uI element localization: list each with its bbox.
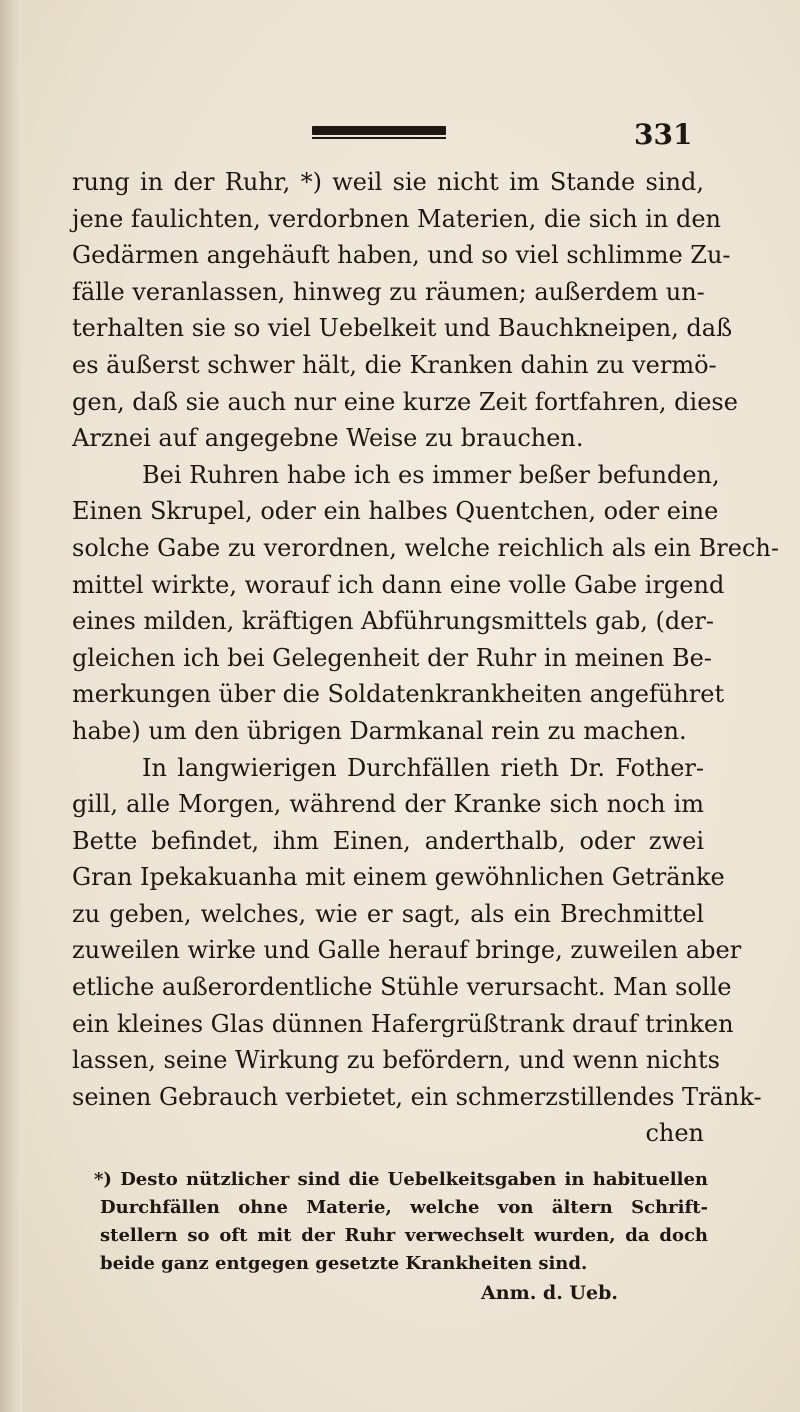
- text-line: es äußerst schwer hält, die Kranken dahin zu vermö-: [72, 350, 717, 379]
- text-line: zu geben, welches, wie er sagt, als ein Brechmittel: [72, 899, 704, 928]
- text-line: etliche außerordentliche Stühle verursacht. Man solle: [72, 973, 732, 1002]
- text-line: lassen, seine Wirkung zu befördern, und wenn nichts: [72, 1046, 720, 1075]
- text-line: jene faulichten, verdorbnen Materien, die sich in den: [72, 204, 721, 233]
- text-line: Arznei auf angegebne Weise zu brauchen.: [72, 424, 584, 453]
- page-number: 331: [634, 118, 693, 151]
- text-line: merkungen über die Soldatenkrankheiten angeführet: [72, 680, 725, 709]
- footnote-line: stellern so oft mit der Ruhr verwechselt wurden, da doch: [100, 1225, 708, 1246]
- text-line: gill, alle Morgen, während der Kranke sich noch im: [72, 790, 704, 819]
- footnote-line: Durchfällen ohne Materie, welche von ältern Schrift-: [100, 1197, 708, 1218]
- text-line: gen, daß sie auch nur eine kurze Zeit fortfahren, diese: [72, 387, 738, 416]
- body-text: [72, 164, 779, 1152]
- text-line: Gedärmen angehäuft haben, und so viel schlimme Zu-: [72, 241, 731, 270]
- text-line: Bei Ruhren habe ich es immer beßer befunden,: [142, 460, 720, 489]
- text-line: Gran Ipekakuanha mit einem gewöhnlichen Getränke: [72, 863, 725, 892]
- footnote-line: *) Desto nützlicher sind die Uebelkeitsgaben in habituellen: [94, 1169, 708, 1190]
- text-line: In langwierigen Durchfällen rieth Dr. Fother-: [142, 753, 704, 782]
- footnote: [94, 1166, 708, 1308]
- text-line: solche Gabe zu verordnen, welche reichlich als ein Brech-: [72, 533, 779, 562]
- text-line: rung in der Ruhr, *) weil sie nicht im Stande sind,: [72, 168, 704, 196]
- text-line: ein kleines Glas dünnen Hafergrüßtrank drauf trinken: [72, 1009, 734, 1038]
- footnote-line: beide ganz entgegen gesetzte Krankheiten sind.: [100, 1253, 588, 1274]
- book-page: [22, 0, 800, 1412]
- text-line: habe) um den übrigen Darmkanal rein zu machen.: [72, 716, 687, 745]
- text-line: fälle veranlassen, hinweg zu räumen; außerdem un-: [72, 277, 705, 306]
- text-line: Einen Skrupel, oder ein halbes Quentchen, oder eine: [72, 497, 719, 526]
- text-line: eines milden, kräftigen Abführungsmittels gab, (der-: [72, 607, 714, 636]
- header-rule: [312, 126, 446, 135]
- footnote-signature: Anm. d. Ueb.: [481, 1282, 618, 1304]
- catchword: chen: [645, 1119, 704, 1148]
- page-gutter: [0, 0, 22, 1412]
- text-line: Bette befindet, ihm Einen, anderthalb, oder zwei: [72, 826, 704, 855]
- text-line: gleichen ich bei Gelegenheit der Ruhr in meinen Be-: [72, 643, 712, 672]
- text-line: mittel wirkte, worauf ich dann eine volle Gabe irgend: [72, 570, 725, 599]
- text-line: terhalten sie so viel Uebelkeit und Bauchkneipen, daß: [72, 314, 733, 343]
- text-line: zuweilen wirke und Galle herauf bringe, zuweilen aber: [72, 936, 742, 965]
- text-line: seinen Gebrauch verbietet, ein schmerzstillendes Tränk-: [72, 1082, 762, 1111]
